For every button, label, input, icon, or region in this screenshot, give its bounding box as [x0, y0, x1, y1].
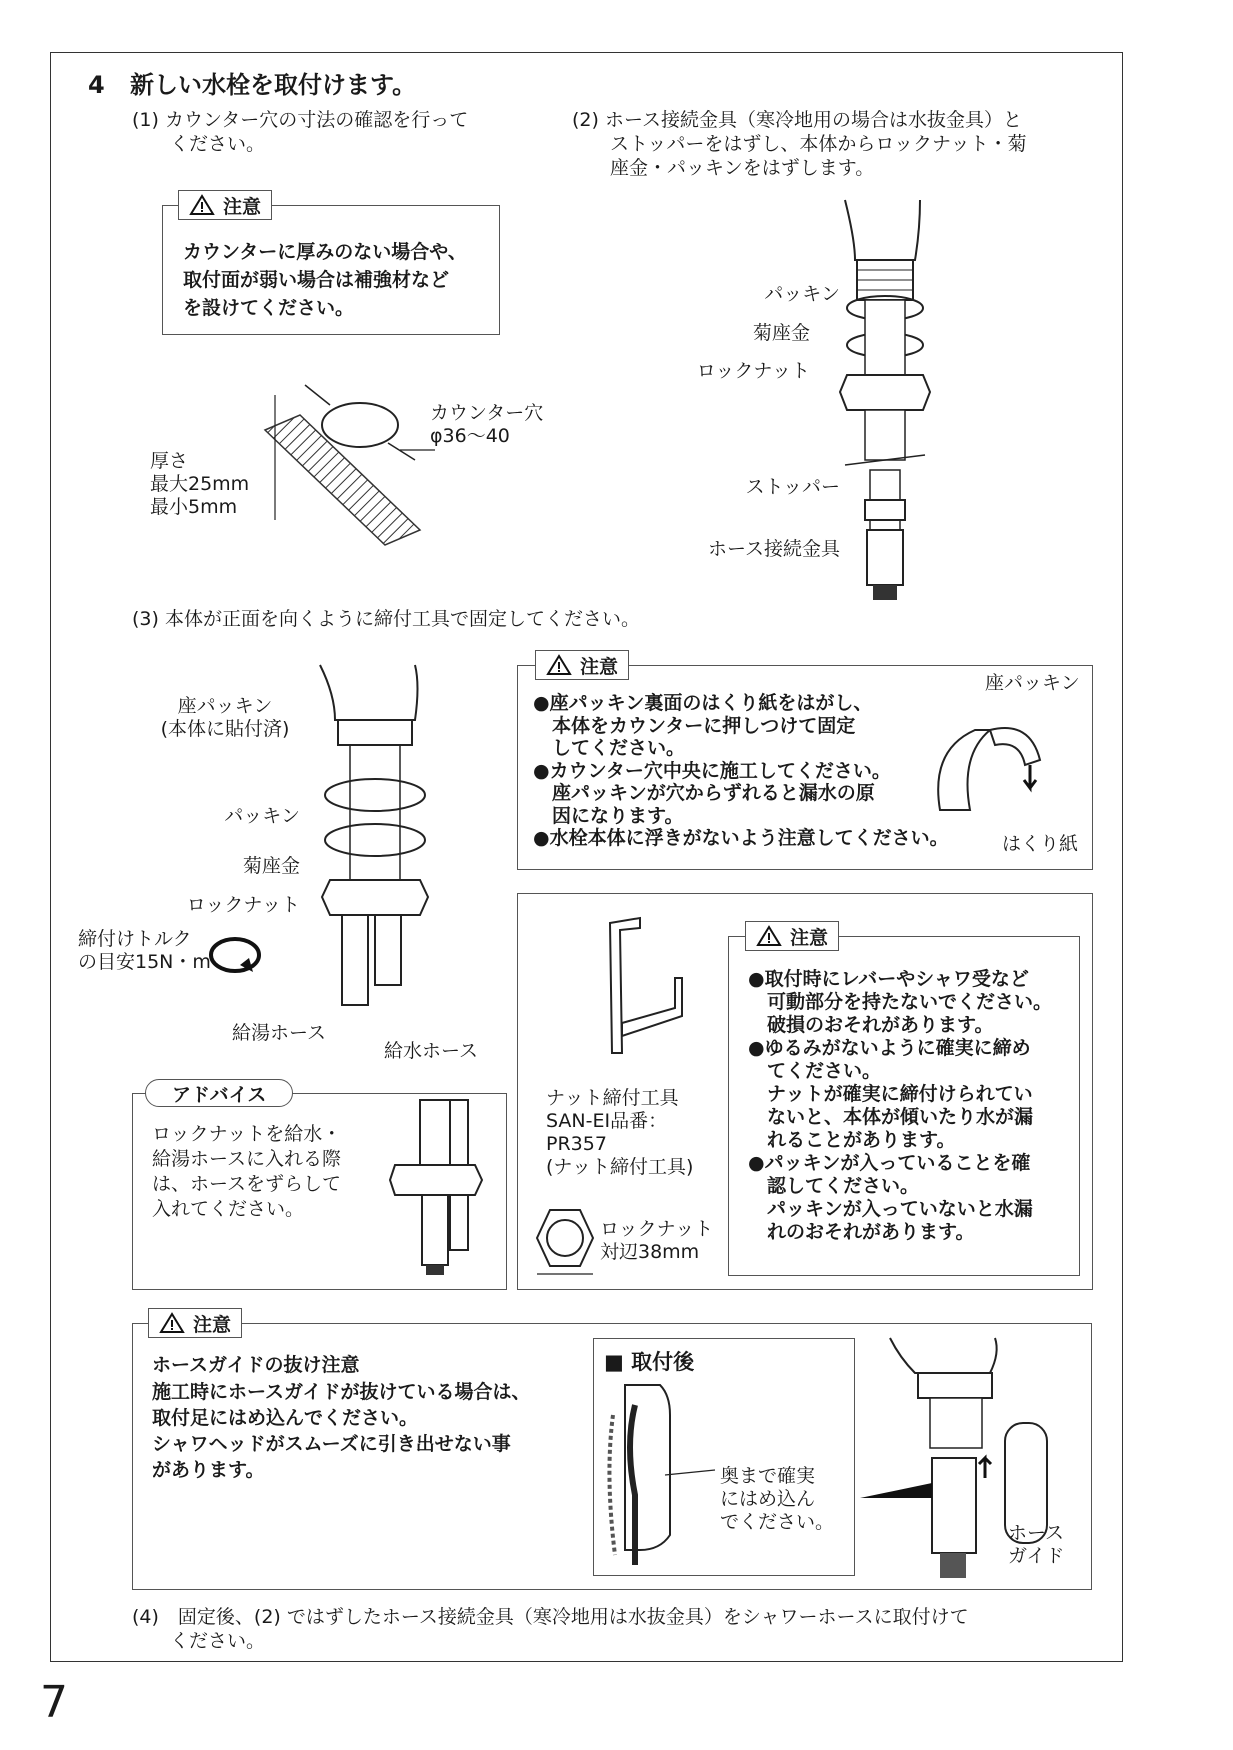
seat-packing-label: 座パッキン (本体に貼付済)	[160, 695, 290, 740]
seat-packing-detail	[930, 710, 1050, 820]
step3-packing-label: パッキン	[224, 805, 300, 827]
release-paper-label: はくり紙	[1002, 833, 1079, 855]
step2-packing-label: パッキン	[764, 283, 840, 305]
step2-washer-label: 菊座金	[752, 322, 810, 344]
insert-instruction: 奥まで確実 にはめ込ん でください。	[720, 1465, 835, 1533]
advice-diagram	[390, 1100, 490, 1280]
page-number: 7	[40, 1677, 68, 1728]
warning-icon	[159, 1312, 185, 1334]
step3-caution2-tag	[745, 921, 839, 951]
step2-stopper-label: ストッパー	[745, 476, 840, 498]
rotation-arrow-icon	[205, 930, 265, 980]
hex-nut-icon	[535, 1208, 595, 1278]
hose-guide-title: ホースガイドの抜け注意	[152, 1354, 360, 1376]
hose-guide-caution-label: 注意	[193, 1313, 232, 1336]
step3-caution-label: 注意	[580, 655, 619, 678]
warning-icon	[546, 654, 572, 676]
after-install-label: ■ 取付後	[604, 1350, 695, 1374]
step3-washer-label: 菊座金	[242, 855, 300, 877]
step3-caution2-text: ●取付時にレバーやシャワ受など 可動部分を持たないでください。 破損のおそれがあります。 ●ゆるみがないように確実に締め てください。 ナットが確実に締付けられてい ないと、本体が傾いたり水が漏 れることがあります。 ●パッキンが入っていることを確 認してください。 パッキンが入っていないと水漏 れのおそれがあります。	[748, 968, 1053, 1243]
seat-packing-detail-label: 座パッキン	[985, 672, 1080, 694]
hose-guide-caution-tag	[148, 1308, 242, 1338]
warning-icon	[189, 194, 215, 216]
step3-text: (3) 本体が正面を向くように締付工具で固定してください。	[132, 608, 640, 630]
section-title: 新しい水栓を取付けます。	[130, 71, 417, 99]
faucet-install-diagram	[290, 665, 450, 1025]
faucet-exploded-diagram	[835, 200, 935, 610]
step1-text: (1) カウンター穴の寸法の確認を行って ください。	[132, 109, 469, 155]
advice-text: ロックナットを給水・ 給湯ホースに入れる際 は、ホースをずらして 入れてください。	[152, 1123, 342, 1220]
nut-tool-icon	[600, 918, 690, 1058]
warning-icon	[756, 925, 782, 947]
step3-caution-tag	[535, 650, 629, 680]
step1-caution-tag	[178, 190, 272, 220]
cold-hose-label: 給水ホース	[384, 1040, 479, 1062]
after-install-diagram	[605, 1385, 715, 1570]
torque-label: 締付けトルク の目安15N・m	[78, 928, 211, 973]
step2-text: (2) ホース接続金具（寒冷地用の場合は水抜金具）と ストッパーをはずし、本体からロックナット・菊 座金・パッキンをはずします。	[572, 109, 1027, 179]
step4-text: (4) 固定後、(2) ではずしたホース接続金具（寒冷地用は水抜金具）をシャワーホースに取付けて ください。	[132, 1606, 969, 1652]
step1-caution-label: 注意	[223, 195, 262, 218]
step3-locknut-label: ロックナット	[186, 894, 300, 916]
step3-caution2-label: 注意	[790, 926, 829, 949]
step3-caution-text: ●座パッキン裏面のはくり紙をはがし、 本体をカウンターに押しつけて固定 してください。 ●カウンター穴中央に施工してください。 座パッキンが穴からずれると漏水の原 因になります。 ●水栓本体に浮きがないよう注意してください。	[533, 692, 949, 849]
hose-guide-label: ホース ガイド	[1008, 1522, 1065, 1567]
step2-hose-fitting-label: ホース接続金具	[707, 538, 840, 560]
step2-locknut-label: ロックナット	[696, 360, 810, 382]
section-number: 4	[88, 71, 105, 99]
advice-tag: アドバイス	[145, 1079, 293, 1107]
hose-guide-text: 施工時にホースガイドが抜けている場合は、 取付足にはめ込んでください。 シャワヘッドがスムーズに引き出せない事 があります。	[152, 1381, 531, 1481]
hot-hose-label: 給湯ホース	[232, 1022, 327, 1044]
thickness-label: 厚さ 最大25mm 最小5mm	[150, 450, 250, 518]
nut-size-text: ロックナット 対辺38mm	[600, 1218, 714, 1263]
hole-size-label: カウンター穴 φ36〜40	[430, 402, 544, 447]
tool-text: ナット締付工具 SAN-EI品番： PR357 (ナット締付工具)	[546, 1087, 694, 1178]
step1-caution-text: カウンターに厚みのない場合や、 取付面が弱い場合は補強材など を設けてください。	[183, 241, 467, 319]
